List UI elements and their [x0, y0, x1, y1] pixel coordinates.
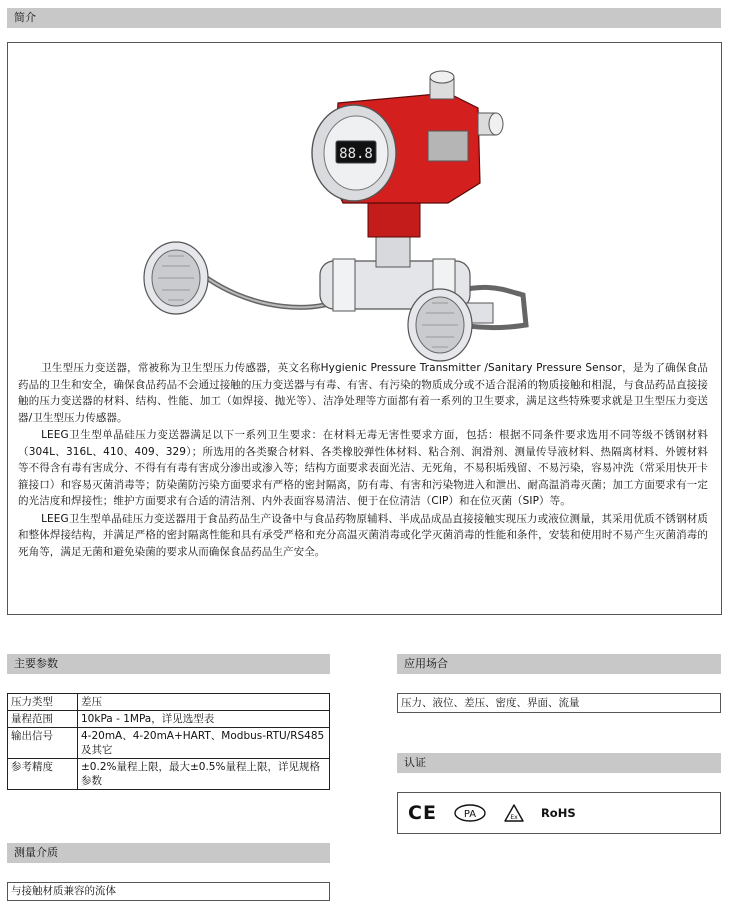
applications-title: 应用场合: [404, 657, 448, 670]
pa-mark-text: PA: [463, 809, 477, 820]
rohs-mark: RoHS: [540, 806, 576, 820]
intro-text: [18, 360, 708, 560]
manifold-flange-left: [333, 259, 355, 311]
table-row: [8, 728, 330, 759]
applications-header: [397, 654, 721, 674]
seal-left: [144, 242, 208, 314]
lcd-value: 88.8: [339, 146, 373, 162]
applications-box: [397, 693, 721, 713]
param-value: 差压: [78, 694, 330, 711]
intro-header: [7, 8, 721, 28]
ex-mark: [503, 803, 525, 823]
table-row: [8, 694, 330, 711]
param-value: ±0.2%量程上限，最大±0.5%量程上限，详见规格参数: [78, 759, 330, 790]
main-params-title: 主要参数: [14, 657, 58, 670]
applications-value: 压力、液位、差压、密度、界面、流量: [401, 697, 580, 709]
intro-paragraph-2: LEEG卫生型单晶硅压力变送器满足以下一系列卫生要求：在材料无毒无害性要求方面，包括：根据不同条件要求选用不同等级不锈钢材料（304L、316L、410、409、329）；所选用的各类聚合材料、各类橡胶弹性体材料、粘合剂、润滑剂、测量传导液材料、热隔离材料、外镀材料等不得含有毒有害成分、不得有有毒有害成分渗出或渗入等；结构方面要求表面光洁、无死角，不易积垢残留、不易污染，容易冲洗（常采用快开卡箍接口）和容易灭菌消毒等；防染菌防污染方面要求有严格的密封隔离，防有毒、有害和污染物进入和泄出、耐高温消毒灭菌；加工方面要求有一定的光洁度和焊接性；维护方面要求有合适的清洁剂、内外表面容易清洁、便于在位清洁（CIP）和在位灭菌（SIP）等。: [18, 429, 708, 507]
ce-mark: CE: [408, 801, 437, 824]
medium-header: [7, 843, 330, 863]
cert-logos: [398, 793, 720, 833]
neck: [376, 235, 410, 267]
medium-box: [7, 882, 330, 901]
param-key: 量程范围: [8, 711, 78, 728]
ex-mark-text: Ex: [510, 814, 518, 821]
intro-paragraph-3: LEEG卫生型单晶硅压力变送器用于食品药品生产设备中与食品药物原辅料、半成品成品直接接触实现压力或液位测量，其采用优质不锈钢材质和整体焊接结构，并满足严格的密封隔离性能和具有承受严格和充分高温灭菌消毒或化学灭菌消毒的性能和条件，安装和使用时不易产生灭菌消毒的死角等，满足无菌和避免染菌的要求从而确保食品药品生产安全。: [18, 512, 708, 558]
main-params-header: [7, 654, 330, 674]
params-table: [7, 693, 330, 790]
intro-box: [7, 42, 722, 615]
table-row: [8, 711, 330, 728]
medium-title: 测量介质: [14, 846, 58, 859]
pa-mark: [453, 803, 487, 823]
certification-box: [397, 792, 721, 834]
cable-gland-side: [478, 113, 503, 135]
param-key: 输出信号: [8, 728, 78, 759]
param-key: 压力类型: [8, 694, 78, 711]
table-row: [8, 759, 330, 790]
certification-header: [397, 753, 721, 773]
param-value: 10kPa - 1MPa，详见选型表: [78, 711, 330, 728]
nameplate: [428, 131, 468, 161]
cable-gland-top: [430, 71, 454, 99]
intro-paragraph-1: 卫生型压力变送器，常被称为卫生型压力传感器，英文名称Hygienic Pressure Transmitter /Sanitary Pressure Sensor，是为了确保食品药品的卫生和安全，确保食品药品不会通过接触的压力变送器与有毒、有害、有污染的物质成分或不适合混淆的物质接触和相混，与食品药品直接接触的压力变送器的材料、结构、性能、加工（如焊接、抛光等）、洁净处理等方面都有着一系列的卫生要求，满足这些特殊要求就是卫生型压力变送器/卫生型压力传感器。: [18, 362, 708, 424]
param-key: 参考精度: [8, 759, 78, 790]
intro-title: 简介: [14, 11, 36, 24]
medium-value: 与接触材质兼容的流体: [11, 885, 116, 897]
param-value: 4-20mA、4-20mA+HART、Modbus-RTU/RS485及其它: [78, 728, 330, 759]
certification-title: 认证: [404, 756, 426, 769]
transmitter-image: [128, 63, 588, 363]
